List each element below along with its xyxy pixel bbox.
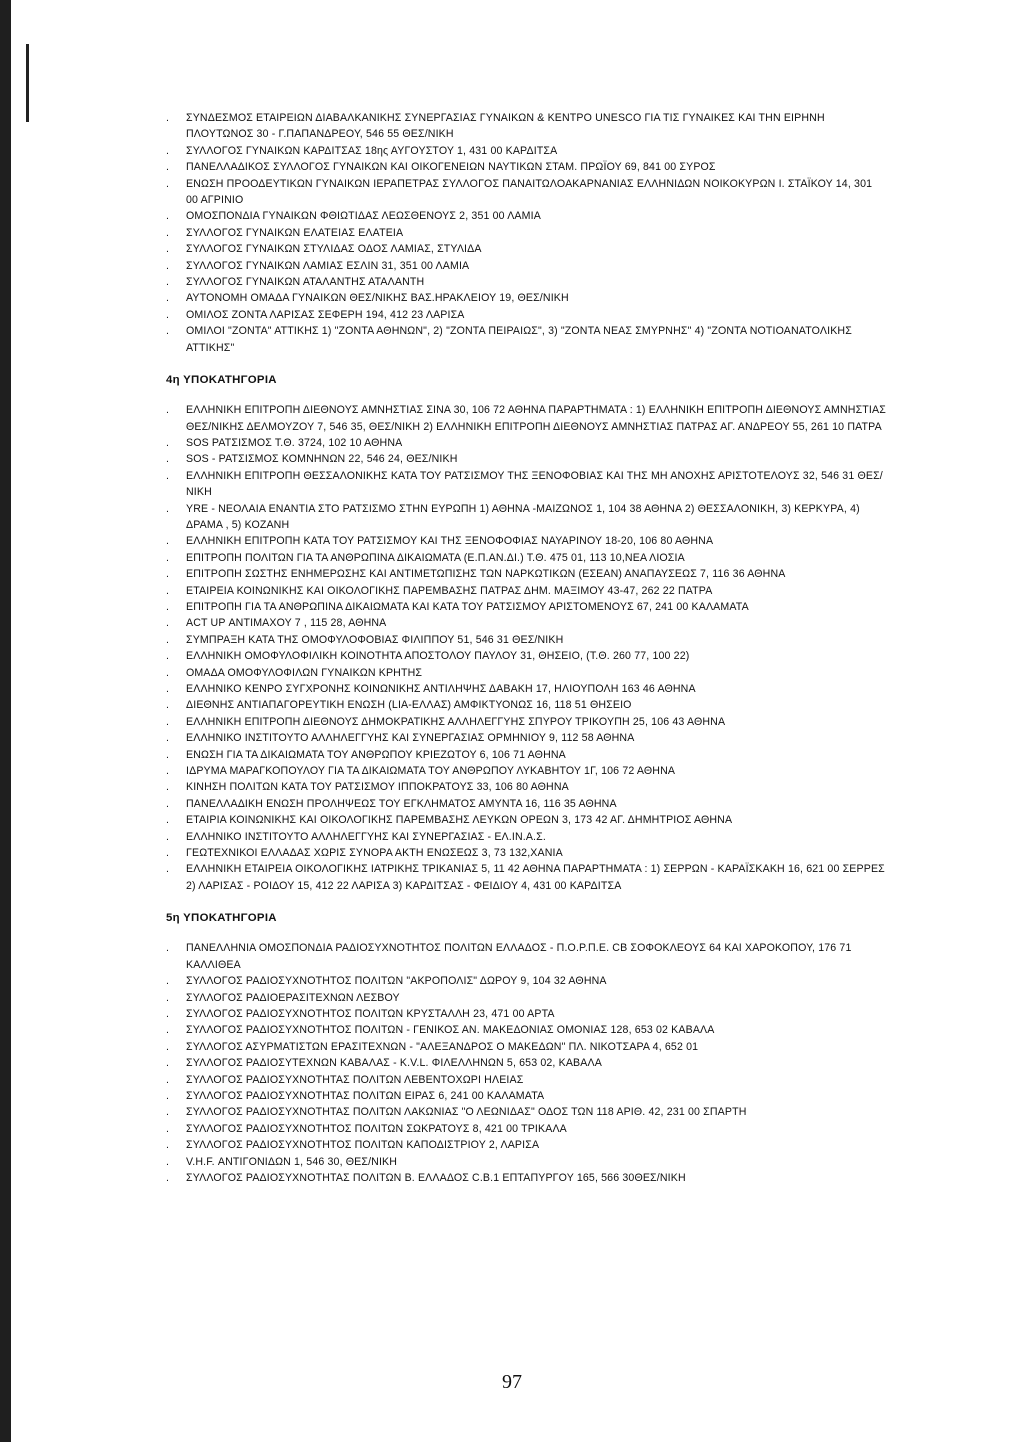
list-item — [166, 990, 886, 1006]
organization-entry: ΣΥΛΛΟΓΟΣ ΡΑΔΙΟΣΥΤΕΧΝΩΝ ΚΑΒΑΛΑΣ - K.V.L. ΦΙΛΕΛΛΗΝΩΝ 5, 653 02, ΚΑΒΑΛΑ — [186, 1057, 602, 1070]
organization-entry: ΣΥΛΛΟΓΟΣ ΡΑΔΙΟΣΥΧΝΟΤΗΤΑΣ ΠΟΛΙΤΩΝ ΕΙΡΑΣ 6, 241 00 ΚΑΛΑΜΑΤΑ — [186, 1089, 545, 1102]
list-item — [166, 747, 886, 763]
organization-entry: V.H.F. ΑΝΤΙΓΟΝΙΔΩΝ 1, 546 30, ΘΕΣ/ΝΙΚΗ — [186, 1155, 398, 1168]
list-item — [166, 307, 886, 323]
organization-entry: ΓΕΩΤΕΧΝΙΚΟΙ ΕΛΛΑΔΑΣ ΧΩΡΙΣ ΣΥΝΟΡΑ ΑΚΤΗ ΕΝΩΣΕΩΣ 3, 73 132,ΧΑΝΙΑ — [186, 847, 563, 860]
organization-entry: ΣΥΛΛΟΓΟΣ ΡΑΔΙΟΣΥΧΝΟΤΗΤΟΣ ΠΟΛΙΤΩΝ ΣΩΚΡΑΤΟΥΣ 8, 421 00 ΤΡΙΚΑΛΑ — [186, 1122, 567, 1135]
organization-entry: ΣΥΜΠΡΑΞΗ ΚΑΤΑ ΤΗΣ ΟΜΟΦΥΛΟΦΟΒΙΑΣ ΦΙΛΙΠΠΟΥ 51, 546 31 ΘΕΣ/ΝΙΚΗ — [186, 633, 564, 646]
list-item — [166, 208, 886, 224]
bullet-marker: . — [166, 502, 170, 515]
bullet-marker: . — [166, 161, 170, 174]
list-item — [166, 1104, 886, 1120]
bullet-marker: . — [166, 732, 170, 745]
bullet-marker: . — [166, 453, 170, 466]
section-heading: 4η ΥΠΟΚΑΤΗΓΟΡΙΑ — [166, 374, 277, 387]
list-item — [166, 845, 886, 861]
organization-entry: ΕΛΛΗΝΙΚΗ ΕΠΙΤΡΟΠΗ ΚΑΤΑ ΤΟΥ ΡΑΤΣΙΣΜΟΥ ΚΑΙ ΤΗΣ ΞΕΝΟΦΟΦΙΑΣ ΝΑΥΑΡΙΝΟΥ 18-20, 106 80 ΑΘΗΝΑ — [186, 535, 714, 548]
bullet-marker: . — [166, 942, 170, 955]
organization-entry: ΕΠΙΤΡΟΠΗ ΣΩΣΤΗΣ ΕΝΗΜΕΡΩΣΗΣ ΚΑΙ ΑΝΤΙΜΕΤΩΠΙΣΗΣ ΤΩΝ ΝΑΡΚΩΤΙΚΩΝ (ΕΣΕΑΝ) ΑΝΑΠΑΥΣΕΩΣ 7, 116 36 ΑΘΗΝΑ — [186, 568, 786, 581]
organization-entry: ΠΑΝΕΛΛΑΔΙΚΗ ΕΝΩΣΗ ΠΡΟΛΗΨΕΩΣ ΤΟΥ ΕΓΚΛΗΜΑΤΟΣ ΑΜΥΝΤΑ 16, 116 35 ΑΘΗΝΑ — [186, 797, 617, 810]
section — [166, 374, 886, 894]
bullet-marker: . — [166, 1040, 170, 1053]
list-item — [166, 1039, 886, 1055]
organization-entry: ΕΛΛΗΝΙΚΗ ΕΠΙΤΡΟΠΗ ΔΙΕΘΝΟΥΣ ΔΗΜΟΚΡΑΤΙΚΗΣ ΑΛΛΗΛΕΓΓΥΗΣ ΣΠΥΡΟΥ ΤΡΙΚΟΥΠΗ 25, 106 43 ΑΘΗΝΑ — [186, 715, 726, 728]
list-item — [166, 583, 886, 599]
organization-entry: YRE - ΝΕΟΛΑΙΑ ΕΝΑΝΤΙΑ ΣΤΟ ΡΑΤΣΙΣΜΟ ΣΤΗΝ ΕΥΡΩΠΗ 1) ΑΘΗΝΑ -ΜΑΙΖΩΝΟΣ 1, 104 38 ΑΘΗΝΑ 2) ΘΕΣΣΑΛΟΝΙΚΗ, 3) ΚΕΡΚΥΡΑ, 4) ΔΡΑΜΑ , 5) ΚΟΖΑΝΗ — [186, 502, 860, 531]
organization-entry: ΕΝΩΣΗ ΓΙΑ ΤΑ ΔΙΚΑΙΩΜΑΤΑ ΤΟΥ ΑΝΘΡΩΠΟΥ ΚΡΙΕΖΩΤΟΥ 6, 106 71 ΑΘΗΝΑ — [186, 748, 566, 761]
list-item — [166, 697, 886, 713]
bullet-marker: . — [166, 781, 170, 794]
organization-entry: ΕΝΩΣΗ ΠΡΟΟΔΕΥΤΙΚΩΝ ΓΥΝΑΙΚΩΝ ΙΕΡΑΠΕΤΡΑΣ ΣΥΛΛΟΓΟΣ ΠΑΝΑΙΤΩΛΟΑΚΑΡΝΑΝΙΑΣ ΕΛΛΗΝΙΔΩΝ ΝΟΙΚΟΚΥΡΩΝ Ι. ΣΤΑΪΚΟΥ 14, 301 00 ΑΓΡΙΝΙΟ — [186, 177, 873, 207]
organization-entry: ΣΥΛΛΟΓΟΣ ΡΑΔΙΟΣΥΧΝΟΤΗΤΟΣ ΠΟΛΙΤΩΝ ΚΑΠΟΔΙΣΤΡΙΟΥ 2, ΛΑΡΙΣΑ — [186, 1139, 540, 1152]
bullet-marker: . — [166, 1057, 170, 1070]
list-item — [166, 533, 886, 549]
bullet-marker: . — [166, 975, 170, 988]
bullet-marker: . — [166, 650, 170, 663]
bullet-marker: . — [166, 617, 170, 630]
list-item — [166, 435, 886, 451]
list-item — [166, 241, 886, 257]
organization-entry: ΔΙΕΘΝΗΣ ΑΝΤΙΑΠΑΓΟΡΕΥΤΙΚΗ ΕΝΩΣΗ (LIA-ΕΛΛΑΣ) ΑΜΦΙΚΤΥΟΝΩΣ 16, 118 51 ΘΗΣΕΙΟ — [186, 699, 632, 712]
list-item — [166, 1137, 886, 1153]
bullet-marker: . — [166, 1106, 170, 1119]
section — [166, 912, 886, 1186]
list-item — [166, 550, 886, 566]
list-item — [166, 451, 886, 467]
bullet-marker: . — [166, 765, 170, 778]
list-item — [166, 1055, 886, 1071]
organization-entry: ΕΠΙΤΡΟΠΗ ΓΙΑ ΤΑ ΑΝΘΡΩΠΙΝΑ ΔΙΚΑΙΩΜΑΤΑ ΚΑΙ ΚΑΤΑ ΤΟΥ ΡΑΤΣΙΣΜΟΥ ΑΡΙΣΤΟΜΕΝΟΥΣ 67, 241 00 ΚΑΛΑΜΑΤΑ — [186, 600, 749, 613]
bullet-marker: . — [166, 177, 170, 190]
list-item — [166, 1022, 886, 1038]
bullet-marker: . — [166, 226, 170, 239]
organization-entry: ΣΥΛΛΟΓΟΣ ΑΣΥΡΜΑΤΙΣΤΩΝ ΕΡΑΣΙΤΕΧΝΩΝ - "ΑΛΕΞΑΝΔΡΟΣ Ο ΜΑΚΕΔΩΝ" ΠΛ. ΝΙΚΟΤΣΑΡΑ 4, 652 01 — [186, 1040, 699, 1053]
list-item — [166, 290, 886, 306]
document-body — [166, 110, 886, 1186]
organization-entry: ΠΑΝΕΛΛΑΔΙΚΟΣ ΣΥΛΛΟΓΟΣ ΓΥΝΑΙΚΩΝ ΚΑΙ ΟΙΚΟΓΕΝΕΙΩΝ ΝΑΥΤΙΚΩΝ ΣΤΑΜ. ΠΡΩΪΟΥ 69, 841 00 ΣΥΡΟΣ — [186, 161, 716, 174]
organization-entry: ΚΙΝΗΣΗ ΠΟΛΙΤΩΝ ΚΑΤΑ ΤΟΥ ΡΑΤΣΙΣΜΟΥ ΙΠΠΟΚΡΑΤΟΥΣ 33, 106 80 ΑΘΗΝΑ — [186, 781, 569, 794]
list-item — [166, 225, 886, 241]
organization-entry: ΣΥΛΛΟΓΟΣ ΡΑΔΙΟΣΥΧΝΟΤΗΤΑΣ ΠΟΛΙΤΩΝ ΛΕΒΕΝΤΟΧΩΡΙ ΗΛΕΙΑΣ — [186, 1073, 524, 1086]
bullet-marker: . — [166, 469, 170, 482]
page-number: 97 — [502, 1371, 522, 1393]
organization-entry: ΑΥΤΟΝΟΜΗ ΟΜΑΔΑ ΓΥΝΑΙΚΩΝ ΘΕΣ/ΝΙΚΗΣ ΒΑΣ.ΗΡΑΚΛΕΙΟΥ 19, ΘΕΣ/ΝΙΚΗ — [186, 292, 569, 305]
list-item — [166, 176, 886, 209]
bullet-marker: . — [166, 683, 170, 695]
organization-entry: ΟΜΟΣΠΟΝΔΙΑ ΓΥΝΑΙΚΩΝ ΦΘΙΩΤΙΔΑΣ ΛΕΩΣΘΕΝΟΥΣ 2, 351 00 ΛΑΜΙΑ — [186, 210, 541, 223]
bullet-marker: . — [166, 863, 170, 876]
bullet-marker: . — [166, 1073, 170, 1086]
list-item — [166, 1088, 886, 1104]
bullet-marker: . — [166, 243, 170, 256]
list-item — [166, 402, 886, 435]
bullet-marker: . — [166, 292, 170, 305]
organization-entry: ΣΥΛΛΟΓΟΣ ΡΑΔΙΟΣΥΧΝΟΤΗΤΑΣ ΠΟΛΙΤΩΝ Β. ΕΛΛΑΔΟΣ C.B.1 ΕΠΤΑΠΥΡΓΟΥ 165, 566 30ΘΕΣ/ΝΙΚΗ — [186, 1171, 686, 1184]
organization-entry: ΣΥΛΛΟΓΟΣ ΓΥΝΑΙΚΩΝ ΚΑΡΔΙΤΣΑΣ 18ης ΑΥΓΟΥΣΤΟΥ 1, 431 00 ΚΑΡΔΙΤΣΑ — [186, 144, 558, 157]
bullet-marker: . — [166, 404, 170, 417]
bullet-marker: . — [166, 1122, 170, 1135]
list-item — [166, 796, 886, 812]
list-item — [166, 143, 886, 159]
organization-entry: ΕΠΙΤΡΟΠΗ ΠΟΛΙΤΩΝ ΓΙΑ ΤΑ ΑΝΘΡΩΠΙΝΑ ΔΙΚΑΙΩΜΑΤΑ (Ε.Π.ΑΝ.ΔΙ.) Τ.Θ. 475 01, 113 10,ΝΕΑ ΛΙΟΣΙΑ — [186, 551, 685, 564]
organization-entry: ΕΤΑΙΡΙΑ ΚΟΙΝΩΝΙΚΗΣ ΚΑΙ ΟΙΚΟΛΟΓΙΚΗΣ ΠΑΡΕΜΒΑΣΗΣ ΛΕΥΚΩΝ ΟΡΕΩΝ 3, 173 42 ΑΓ. ΔΗΜΗΤΡΙΟΣ ΑΘΗΝΑ — [186, 814, 733, 827]
list-item — [166, 1121, 886, 1137]
section-heading: 5η ΥΠΟΚΑΤΗΓΟΡΙΑ — [166, 912, 277, 925]
organization-entry: ΟΜΙΛΟΙ "ΖΟΝΤΑ" ΑΤΤΙΚΗΣ 1) "ΖΟΝΤΑ ΑΘΗΝΩΝ", 2) "ΖΟΝΤΑ ΠΕΙΡΑΙΩΣ", 3) "ΖΟΝΤΑ ΝΕΑΣ ΣΜΥΡΝΗΣ" 4) "ΖΟΝΤΑ ΝΟΤΙΟΑΝΑΤΟΛΙΚΗΣ ΑΤΤΙΚΗΣ" — [186, 325, 852, 354]
list-item — [166, 274, 886, 290]
organization-entry: ΟΜΙΛΟΣ ΖΟΝΤΑ ΛΑΡΙΣΑΣ ΣΕΦΕΡΗ 194, 412 23 ΛΑΡΙΣΑ — [186, 308, 465, 321]
organization-entry: ΙΔΡΥΜΑ ΜΑΡΑΓΚΟΠΟΥΛΟΥ ΓΙΑ ΤΑ ΔΙΚΑΙΩΜΑΤΑ ΤΟΥ ΑΝΘΡΩΠΟΥ ΛΥΚΑΒΗΤΟΥ 1Γ, 106 72 ΑΘΗΝΑ — [186, 765, 676, 778]
bullet-marker: . — [166, 1139, 170, 1152]
list-item — [166, 829, 886, 845]
bullet-marker: . — [166, 535, 170, 548]
list-item — [166, 714, 886, 730]
bullet-marker: . — [166, 568, 170, 581]
organization-entry: ΣΥΛΛΟΓΟΣ ΓΥΝΑΙΚΩΝ ΑΤΑΛΑΝΤΗΣ ΑΤΑΛΑΝΤΗ — [186, 276, 425, 289]
organization-entry: ΕΛΛΗΝΙΚΗ ΕΠΙΤΡΟΠΗ ΘΕΣΣΑΛΟΝΙΚΗΣ ΚΑΤΑ ΤΟΥ ΡΑΤΣΙΣΜΟΥ ΤΗΣ ΞΕΝΟΦΟΒΙΑΣ ΚΑΙ ΤΗΣ ΜΗ ΑΝΟΧΗΣ ΑΡΙΣΤΟΤΕΛΟΥΣ 32, 546 31 ΘΕΣ/ΝΙΚΗ — [186, 469, 883, 499]
list-item — [166, 258, 886, 274]
bullet-marker: . — [166, 551, 170, 564]
list-item — [166, 632, 886, 648]
organization-entry: ΣΥΛΛΟΓΟΣ ΓΥΝΑΙΚΩΝ ΕΛΑΤΕΙΑΣ ΕΛΑΤΕΙΑ — [186, 226, 404, 239]
list-item — [166, 730, 886, 746]
organization-entry: ΕΤΑΙΡΕΙΑ ΚΟΙΝΩΝΙΚΗΣ ΚΑΙ ΟΙΚΟΛΟΓΙΚΗΣ ΠΑΡΕΜΒΑΣΗΣ ΠΑΤΡΑΣ ΔΗΜ. ΜΑΞΙΜΟΥ 43-47, 262 22 ΠΑΤΡΑ — [186, 584, 713, 597]
bullet-marker: . — [166, 600, 170, 613]
list-item — [166, 323, 886, 356]
section — [166, 110, 886, 356]
bullet-marker: . — [166, 748, 170, 761]
list-item — [166, 861, 886, 894]
bullet-marker: . — [166, 1171, 170, 1184]
organization-entry: ΣΥΛΛΟΓΟΣ ΡΑΔΙΟΣΥΧΝΟΤΗΤΟΣ ΠΟΛΙΤΩΝ ΚΡΥΣΤΑΛΛΗ 23, 471 00 ΑΡΤΑ — [186, 1007, 555, 1020]
scan-edge-shadow — [0, 0, 11, 1442]
list-item — [166, 468, 886, 501]
organization-entry: ΕΛΛΗΝΙΚΗ ΕΤΑΙΡΕΙΑ ΟΙΚΟΛΟΓΙΚΗΣ ΙΑΤΡΙΚΗΣ ΤΡΙΚΑΝΙΑΣ 5, 11 42 ΑΘΗΝΑ ΠΑΡΑΡΤΗΜΑΤΑ : 1) ΣΕΡΡΩΝ - ΚΑΡΑΪΣΚΑΚΗ 16, 621 00 ΣΕΡΡΕΣ 2) ΛΑΡΙΣΑΣ - ΡΟΙΔΟΥ 15, 412 22 ΛΑΡΙΣΑ 3) ΚΑΡΔΙΤΣΑΣ - ΦΕΙΔΙΟΥ 4, 431 00 ΚΑΡΔΙΤΣΑ — [186, 863, 885, 892]
organization-entry: ΠΑΝΕΛΛΗΝΙΑ ΟΜΟΣΠΟΝΔΙΑ ΡΑΔΙΟΣΥΧΝΟΤΗΤΟΣ ΠΟΛΙΤΩΝ ΕΛΛΑΔΟΣ - Π.Ο.Ρ.Π.Ε. CB ΣΟΦΟΚΛΕΟΥΣ 64 ΚΑΙ ΧΑΡΟΚΟΠΟΥ, 176 71 ΚΑΛΛΙΘΕΑ — [186, 942, 852, 971]
bullet-marker: . — [166, 633, 170, 646]
list-item — [166, 940, 886, 973]
list-item — [166, 159, 886, 175]
list-item — [166, 615, 886, 631]
list-item — [166, 681, 886, 697]
bullet-marker: . — [166, 1155, 170, 1168]
list-item — [166, 1072, 886, 1088]
organization-entry: ACT UP ΑΝΤΙΜΑΧΟΥ 7 , 115 28, ΑΘΗΝΑ — [186, 617, 387, 630]
organization-entry: ΕΛΛΗΝΙΚΟ ΙΝΣΤΙΤΟΥΤΟ ΑΛΛΗΛΕΓΓΥΗΣ ΚΑΙ ΣΥΝΕΡΓΑΣΙΑΣ - ΕΛ.ΙΝ.Α.Σ. — [186, 830, 546, 843]
list-item — [166, 812, 886, 828]
organization-entry: ΕΛΛΗΝΙΚΟ ΚΕΝΡΟ ΣΥΓΧΡΟΝΗΣ ΚΟΙΝΩΝΙΚΗΣ ΑΝΤΙΛΗΨΗΣ ΔΑΒΑΚΗ 17, ΗΛΙΟΥΠΟΛΗ 163 46 ΑΘΗΝΑ — [186, 683, 696, 695]
bullet-marker: . — [166, 715, 170, 728]
list-item — [166, 665, 886, 681]
scan-edge-mark — [26, 44, 29, 122]
bullet-marker: . — [166, 144, 170, 157]
bullet-marker: . — [166, 584, 170, 597]
bullet-marker: . — [166, 699, 170, 712]
list-item — [166, 779, 886, 795]
organization-entry: ΕΛΛΗΝΙΚΗ ΕΠΙΤΡΟΠΗ ΔΙΕΘΝΟΥΣ ΑΜΝΗΣΤΙΑΣ ΣΙΝΑ 30, 106 72 ΑΘΗΝΑ ΠΑΡΑΡΤΗΜΑΤΑ : 1) ΕΛΛΗΝΙΚΗ ΕΠΙΤΡΟΠΗ ΔΙΕΘΝΟΥΣ ΑΜΝΗΣΤΙΑΣ ΘΕΣ/ΝΙΚΗΣ ΔΕΛΜΟΥΖΟΥ 7, 546 35, ΘΕΣ/ΝΙΚΗ 2) ΕΛΛΗΝΙΚΗ ΕΠΙΤΡΟΠΗ ΔΙΕΘΝΟΥΣ ΑΜΝΗΣΤΙΑΣ ΠΑΤΡΑΣ ΑΓ. ΑΝΔΡΕΟΥ 55, 261 10 ΠΑΤΡΑ — [186, 404, 886, 433]
bullet-marker: . — [166, 1007, 170, 1020]
bullet-marker: . — [166, 1024, 170, 1037]
list-item — [166, 1154, 886, 1170]
bullet-marker: . — [166, 666, 170, 679]
bullet-marker: . — [166, 259, 170, 272]
list-item — [166, 501, 886, 534]
bullet-marker: . — [166, 797, 170, 810]
list-item — [166, 1170, 886, 1186]
bullet-marker: . — [166, 112, 170, 124]
bullet-marker: . — [166, 276, 170, 289]
bullet-marker: . — [166, 210, 170, 223]
organization-entry: SOS ΡΑΤΣΙΣΜΟΣ Τ.Θ. 3724, 102 10 ΑΘΗΝΑ — [186, 436, 403, 449]
list-item — [166, 566, 886, 582]
bullet-marker: . — [166, 308, 170, 321]
bullet-marker: . — [166, 436, 170, 449]
bullet-marker: . — [166, 325, 170, 338]
bullet-marker: . — [166, 847, 170, 860]
list-item — [166, 763, 886, 779]
organization-entry: ΣΥΛΛΟΓΟΣ ΓΥΝΑΙΚΩΝ ΣΤΥΛΙΔΑΣ ΟΔΟΣ ΛΑΜΙΑΣ, ΣΤΥΛΙΔΑ — [186, 243, 482, 256]
bullet-marker: . — [166, 830, 170, 843]
organization-entry: ΣΥΛΛΟΓΟΣ ΡΑΔΙΟΣΥΧΝΟΤΗΤΟΣ ΠΟΛΙΤΩΝ - ΓΕΝΙΚΟΣ ΑΝ. ΜΑΚΕΔΟΝΙΑΣ ΟΜΟΝΙΑΣ 128, 653 02 ΚΑΒΑΛΑ — [186, 1024, 715, 1037]
bullet-marker: . — [166, 814, 170, 827]
organization-entry: ΣΥΛΛΟΓΟΣ ΡΑΔΙΟΕΡΑΣΙΤΕΧΝΩΝ ΛΕΣΒΟΥ — [186, 991, 400, 1004]
organization-entry: ΕΛΛΗΝΙΚΗ ΟΜΟΦΥΛΟΦΙΛΙΚΗ ΚΟΙΝΟΤΗΤΑ ΑΠΟΣΤΟΛΟΥ ΠΑΥΛΟΥ 31, ΘΗΣΕΙΟ, (Τ.Θ. 260 77, 100 22) — [186, 650, 690, 663]
bullet-marker: . — [166, 1089, 170, 1102]
organization-entry: ΣΥΛΛΟΓΟΣ ΓΥΝΑΙΚΩΝ ΛΑΜΙΑΣ ΕΣΛΙΝ 31, 351 00 ΛΑΜΙΑ — [186, 259, 470, 272]
list-item — [166, 599, 886, 615]
organization-entry: ΟΜΑΔΑ ΟΜΟΦΥΛΟΦΙΛΩΝ ΓΥΝΑΙΚΩΝ ΚΡΗΤΗΣ — [186, 666, 423, 679]
list-item — [166, 973, 886, 989]
list-item — [166, 1006, 886, 1022]
list-item — [166, 110, 886, 143]
organization-entry: SOS - ΡΑΤΣΙΣΜΟΣ ΚΟΜΝΗΝΩΝ 22, 546 24, ΘΕΣ/ΝΙΚΗ — [186, 453, 458, 466]
organization-entry: ΣΥΝΔΕΣΜΟΣ ΕΤΑΙΡΕΙΩΝ ΔΙΑΒΑΛΚΑΝΙΚΗΣ ΣΥΝΕΡΓΑΣΙΑΣ ΓΥΝΑΙΚΩΝ & ΚΕΝΤΡΟ UNESCO ΓΙΑ ΤΙΣ ΓΥΝΑΙΚΕΣ ΚΑΙ ΤΗΝ ΕΙΡΗΝΗ ΠΛΟΥΤΩΝΟΣ 30 - Γ.ΠΑΠΑΝΔΡΕΟΥ, 546 55 ΘΕΣ/ΝΙΚΗ — [186, 112, 825, 141]
organization-entry: ΣΥΛΛΟΓΟΣ ΡΑΔΙΟΣΥΧΝΟΤΗΤΟΣ ΠΟΛΙΤΩΝ "ΑΚΡΟΠΟΛΙΣ" ΔΩΡΟΥ 9, 104 32 ΑΘΗΝΑ — [186, 975, 607, 988]
organization-entry: ΣΥΛΛΟΓΟΣ ΡΑΔΙΟΣΥΧΝΟΤΗΤΑΣ ΠΟΛΙΤΩΝ ΛΑΚΩΝΙΑΣ "Ο ΛΕΩΝΙΔΑΣ" ΟΔΟΣ ΤΩΝ 118 ΑΡΙΘ. 42, 231 00 ΣΠΑΡΤΗ — [186, 1106, 747, 1119]
organization-entry: ΕΛΛΗΝΙΚΟ ΙΝΣΤΙΤΟΥΤΟ ΑΛΛΗΛΕΓΓΥΗΣ ΚΑΙ ΣΥΝΕΡΓΑΣΙΑΣ ΟΡΜΗΝΙΟΥ 9, 112 58 ΑΘΗΝΑ — [186, 732, 635, 745]
bullet-marker: . — [166, 991, 170, 1004]
list-item — [166, 648, 886, 664]
